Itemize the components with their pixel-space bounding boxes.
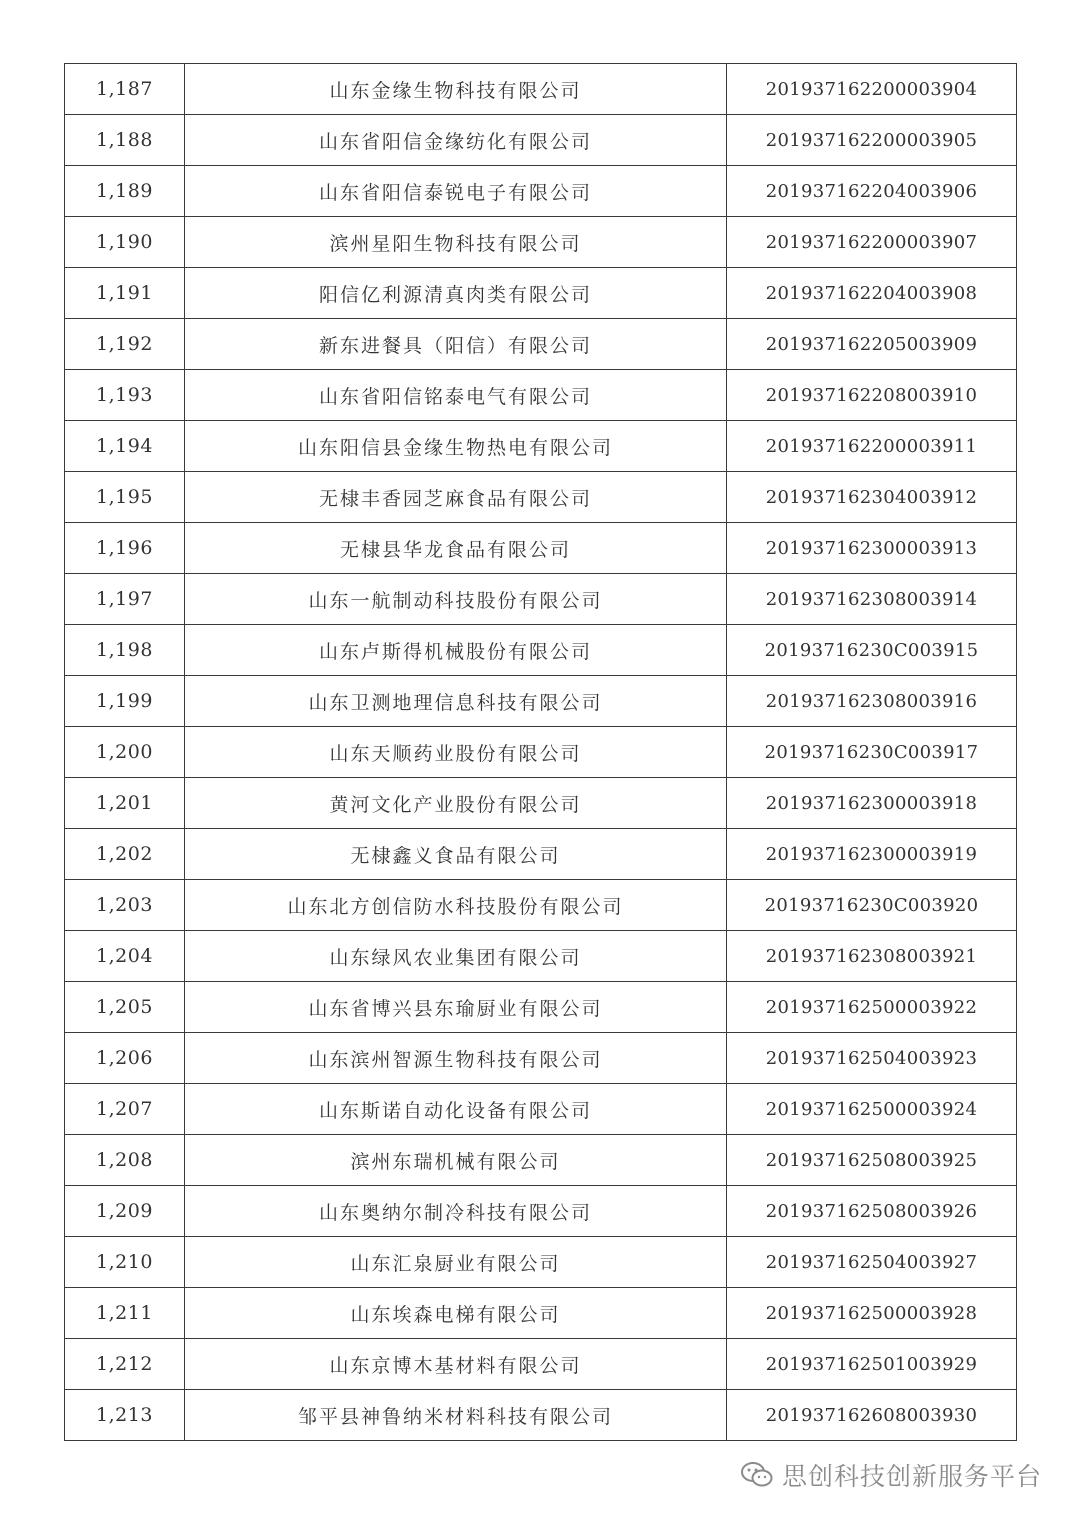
table-row [65,523,1017,574]
table-row [65,1288,1017,1339]
company-name-cell: 山东汇泉厨业有限公司 [185,1237,727,1288]
row-number-cell: 1,199 [65,676,185,727]
company-name-cell: 山东北方创信防水科技股份有限公司 [185,880,727,931]
registration-code-cell: 201937162504003927 [727,1237,1017,1288]
row-number-cell: 1,189 [65,166,185,217]
table-row [65,1084,1017,1135]
row-number-cell: 1,192 [65,319,185,370]
registration-code-cell: 201937162200003905 [727,115,1017,166]
table-row [65,268,1017,319]
row-number-cell: 1,194 [65,421,185,472]
row-number-cell: 1,204 [65,931,185,982]
table-row [65,370,1017,421]
row-number-cell: 1,193 [65,370,185,421]
company-registry-table [64,63,1017,1441]
company-name-cell: 阳信亿利源清真肉类有限公司 [185,268,727,319]
company-name-cell: 山东埃森电梯有限公司 [185,1288,727,1339]
row-number-cell: 1,196 [65,523,185,574]
row-number-cell: 1,211 [65,1288,185,1339]
row-number-cell: 1,210 [65,1237,185,1288]
table-row [65,421,1017,472]
company-name-cell: 山东省阳信泰锐电子有限公司 [185,166,727,217]
company-name-cell: 山东卢斯得机械股份有限公司 [185,625,727,676]
row-number-cell: 1,209 [65,1186,185,1237]
table-row [65,1339,1017,1390]
registration-code-cell: 201937162308003921 [727,931,1017,982]
registration-code-cell: 201937162308003916 [727,676,1017,727]
table-row [65,880,1017,931]
watermark [740,1458,1042,1492]
table-row [65,625,1017,676]
row-number-cell: 1,198 [65,625,185,676]
registration-code-cell: 201937162500003928 [727,1288,1017,1339]
table-row [65,115,1017,166]
table-row [65,778,1017,829]
company-name-cell: 山东天顺药业股份有限公司 [185,727,727,778]
registration-code-cell: 201937162508003925 [727,1135,1017,1186]
table-row [65,1237,1017,1288]
company-name-cell: 山东金缘生物科技有限公司 [185,64,727,115]
company-name-cell: 无棣县华龙食品有限公司 [185,523,727,574]
company-name-cell: 黄河文化产业股份有限公司 [185,778,727,829]
row-number-cell: 1,190 [65,217,185,268]
table-row [65,1033,1017,1084]
registration-code-cell: 201937162205003909 [727,319,1017,370]
registration-code-cell: 201937162501003929 [727,1339,1017,1390]
registration-code-cell: 201937162208003910 [727,370,1017,421]
company-name-cell: 山东省阳信金缘纺化有限公司 [185,115,727,166]
row-number-cell: 1,205 [65,982,185,1033]
registration-code-cell: 20193716230C003917 [727,727,1017,778]
row-number-cell: 1,201 [65,778,185,829]
table-row [65,727,1017,778]
registration-code-cell: 201937162204003906 [727,166,1017,217]
row-number-cell: 1,207 [65,1084,185,1135]
table-row [65,1186,1017,1237]
company-name-cell: 邹平县神鲁纳米材料科技有限公司 [185,1390,727,1441]
registration-code-cell: 201937162200003907 [727,217,1017,268]
company-name-cell: 山东奥纳尔制冷科技有限公司 [185,1186,727,1237]
registration-code-cell: 201937162300003913 [727,523,1017,574]
row-number-cell: 1,202 [65,829,185,880]
registration-code-cell: 201937162308003914 [727,574,1017,625]
company-name-cell: 滨州东瑞机械有限公司 [185,1135,727,1186]
table-row [65,676,1017,727]
registration-code-cell: 201937162500003922 [727,982,1017,1033]
table-row [65,472,1017,523]
row-number-cell: 1,200 [65,727,185,778]
row-number-cell: 1,203 [65,880,185,931]
registration-code-cell: 201937162300003919 [727,829,1017,880]
table-row [65,829,1017,880]
registration-code-cell: 201937162200003904 [727,64,1017,115]
registration-code-cell: 201937162200003911 [727,421,1017,472]
company-name-cell: 山东卫测地理信息科技有限公司 [185,676,727,727]
row-number-cell: 1,206 [65,1033,185,1084]
row-number-cell: 1,195 [65,472,185,523]
table-row [65,1135,1017,1186]
company-name-cell: 山东绿风农业集团有限公司 [185,931,727,982]
table-body [65,64,1017,1441]
row-number-cell: 1,213 [65,1390,185,1441]
registration-code-cell: 201937162508003926 [727,1186,1017,1237]
company-name-cell: 山东省阳信铭泰电气有限公司 [185,370,727,421]
watermark-text: 思创科技创新服务平台 [781,1462,1042,1491]
company-name-cell: 无棣鑫义食品有限公司 [185,829,727,880]
table-row [65,217,1017,268]
row-number-cell: 1,212 [65,1339,185,1390]
registration-code-cell: 201937162304003912 [727,472,1017,523]
table-row [65,166,1017,217]
table-row [65,982,1017,1033]
row-number-cell: 1,188 [65,115,185,166]
row-number-cell: 1,191 [65,268,185,319]
company-name-cell: 山东阳信县金缘生物热电有限公司 [185,421,727,472]
registration-code-cell: 20193716230C003920 [727,880,1017,931]
registration-code-cell: 20193716230C003915 [727,625,1017,676]
company-name-cell: 山东滨州智源生物科技有限公司 [185,1033,727,1084]
table-row [65,319,1017,370]
company-name-cell: 新东进餐具（阳信）有限公司 [185,319,727,370]
wechat-icon [740,1461,774,1489]
company-name-cell: 山东一航制动科技股份有限公司 [185,574,727,625]
registration-code-cell: 201937162504003923 [727,1033,1017,1084]
row-number-cell: 1,197 [65,574,185,625]
table-row [65,1390,1017,1441]
row-number-cell: 1,208 [65,1135,185,1186]
company-name-cell: 无棣丰香园芝麻食品有限公司 [185,472,727,523]
registration-code-cell: 201937162204003908 [727,268,1017,319]
row-number-cell: 1,187 [65,64,185,115]
company-name-cell: 山东斯诺自动化设备有限公司 [185,1084,727,1135]
company-name-cell: 滨州星阳生物科技有限公司 [185,217,727,268]
registration-code-cell: 201937162500003924 [727,1084,1017,1135]
company-name-cell: 山东省博兴县东瑜厨业有限公司 [185,982,727,1033]
company-name-cell: 山东京博木基材料有限公司 [185,1339,727,1390]
registration-code-cell: 201937162300003918 [727,778,1017,829]
table-row [65,64,1017,115]
table-row [65,574,1017,625]
table-row [65,931,1017,982]
registration-code-cell: 201937162608003930 [727,1390,1017,1441]
